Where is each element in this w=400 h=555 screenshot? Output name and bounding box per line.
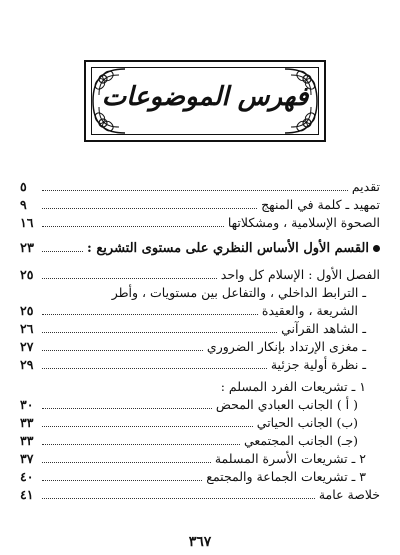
dot-leader — [42, 398, 212, 409]
dot-leader — [42, 488, 315, 499]
page-title: فهرس الموضوعات — [101, 82, 309, 112]
dot-leader — [42, 434, 240, 445]
dot-leader — [42, 304, 258, 315]
toc-entry-label: الفصل الأول : الإسلام كل واحد — [220, 267, 380, 282]
toc-entry-page: ٢٥ — [20, 303, 34, 318]
toc-entry-page: ٢٣ — [20, 241, 34, 256]
toc-entry-label: ـ الترابط الداخلي ، والتفاعل بين مستويات ، وأطر — [111, 285, 366, 300]
dot-leader — [42, 216, 224, 227]
toc-entry — [20, 320, 380, 338]
dot-leader — [42, 241, 83, 252]
toc-entry — [20, 378, 380, 396]
dot-leader — [42, 287, 108, 297]
bullet-icon — [373, 245, 380, 252]
toc-entry-label: القسم الأول الأساس النظري على مستوى التشريع : — [87, 241, 369, 256]
toc-entry — [20, 302, 380, 320]
dot-leader — [42, 452, 211, 463]
toc-entry — [20, 240, 380, 258]
toc-entry — [20, 214, 380, 232]
toc-entry — [20, 338, 380, 356]
toc-entry-page: ٣٣ — [20, 415, 34, 430]
spacer — [20, 232, 380, 240]
toc-entry-page: ٢٧ — [20, 339, 34, 354]
toc-entry-label: (جـ) الجانب المجتمعي — [243, 433, 358, 448]
toc-entry — [20, 178, 380, 196]
toc-entry-label: ـ مغزى الإرتداد بإنكار الضروري — [206, 339, 366, 354]
toc-entry — [20, 196, 380, 214]
toc-entry-label: الصحوة الإسلامية ، ومشكلاتها — [227, 215, 380, 230]
toc-entry-page: ٤٠ — [20, 469, 34, 484]
toc-entry-label: ـ الشاهد القرآني — [281, 321, 366, 336]
toc-entry-page: ١٦ — [20, 215, 34, 230]
title-frame — [84, 60, 326, 142]
spacer — [20, 258, 380, 266]
toc-entry-page: ٥ — [20, 179, 27, 194]
toc-entry — [20, 486, 380, 504]
dot-leader — [42, 180, 348, 191]
toc-entry — [20, 432, 380, 450]
toc-entry-page: ٤١ — [20, 487, 34, 502]
toc-entry-page: ٣٣ — [20, 433, 34, 448]
toc-entry — [20, 356, 380, 374]
toc-entry-label: تقديم — [351, 179, 380, 194]
toc-entry-label: ٣ ـ تشريعات الجماعة والمجتمع — [206, 469, 366, 484]
toc-entry-page: ٢٩ — [20, 357, 34, 372]
toc-entry — [20, 468, 380, 486]
toc-entry — [20, 396, 380, 414]
toc-entry — [20, 414, 380, 432]
toc-entry-label: الشريعة ، والعقيدة — [261, 303, 358, 318]
toc-entry-label: خلاصة عامة — [318, 487, 380, 502]
dot-leader — [42, 416, 253, 427]
dot-leader — [42, 470, 202, 481]
table-of-contents — [20, 178, 380, 504]
dot-leader — [42, 268, 217, 279]
toc-entry-label: ٢ ـ تشريعات الأسرة المسلمة — [214, 451, 366, 466]
dot-leader — [42, 198, 257, 209]
toc-entry — [20, 450, 380, 468]
toc-entry-page: ٩ — [20, 197, 27, 212]
toc-entry — [20, 284, 380, 302]
toc-entry-page: ٣٧ — [20, 451, 34, 466]
toc-entry-label: ١ ـ تشريعات الفرد المسلم : — [220, 379, 366, 394]
toc-entry-label: ـ نظرة أولية جزئية — [270, 357, 366, 372]
dot-leader — [42, 381, 217, 391]
dot-leader — [42, 358, 267, 369]
toc-entry-label: ( أ ) الجانب العبادي المحض — [215, 397, 358, 412]
page-number: ٣٦٧ — [188, 534, 212, 550]
dot-leader — [42, 340, 203, 351]
toc-entry — [20, 266, 380, 284]
toc-entry-label: (ب) الجانب الحياتي — [256, 415, 358, 430]
toc-entry-page: ٣٠ — [20, 397, 34, 412]
toc-entry-page: ٢٥ — [20, 267, 34, 282]
toc-entry-label: تمهيد ـ كلمة في المنهج — [261, 197, 380, 212]
dot-leader — [42, 322, 277, 333]
toc-entry-page: ٢٦ — [20, 321, 34, 336]
